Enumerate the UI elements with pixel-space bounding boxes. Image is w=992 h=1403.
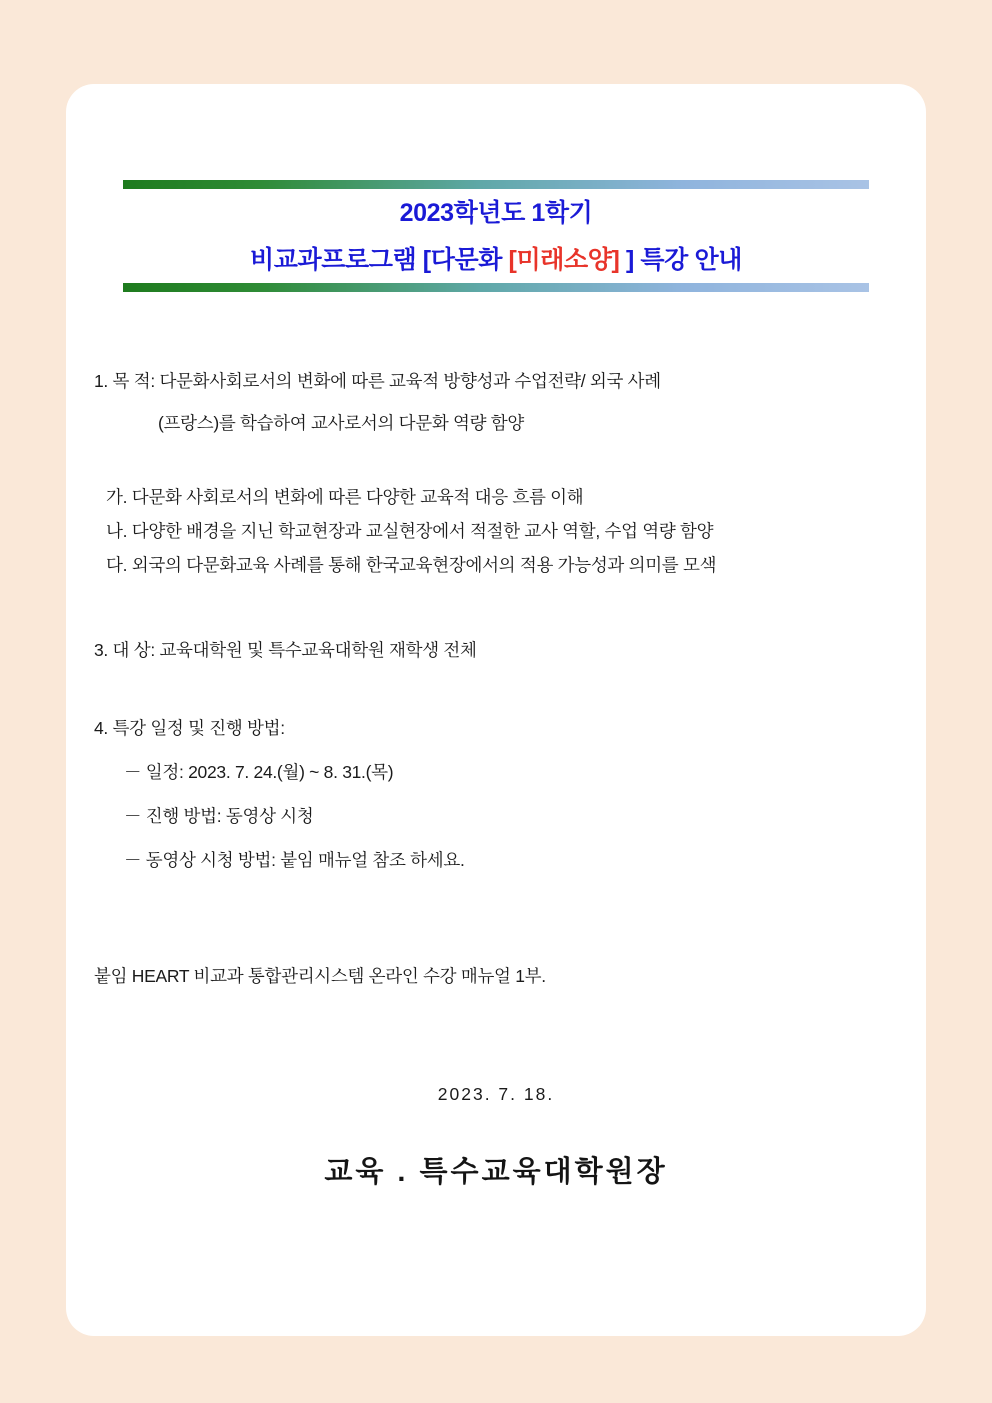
document-inner (66, 84, 926, 1336)
title-line-2 (123, 236, 869, 283)
schedule-heading: 4. 특강 일정 및 진행 방법: (94, 718, 285, 738)
title-block (123, 180, 869, 292)
title-line-2-post: ] 특강 안내 (619, 246, 742, 274)
schedule-viewing-line: － 동영상 시청 방법: 붙임 매뉴얼 참조 하세요. (124, 850, 465, 870)
objective-item-b: 나. 다양한 배경을 지닌 학교현장과 교실현장에서 적절한 교사 역할, 수업 역량 함양 (106, 521, 714, 541)
title-line-2-highlight: [미래소양] (508, 246, 620, 274)
target-line: 3. 대 상: 교육대학원 및 특수교육대학원 재학생 전체 (94, 640, 477, 660)
title-top-bar (123, 180, 869, 189)
objective-item-a: 가. 다문화 사회로서의 변화에 따른 다양한 교육적 대응 흐름 이해 (106, 487, 584, 507)
purpose-line-2: (프랑스)를 학습하여 교사로서의 다문화 역량 함양 (158, 413, 524, 433)
title-bottom-bar (123, 283, 869, 292)
title-line-2-pre: 비교과프로그램 [다문화 (250, 246, 509, 274)
title-line-1: 2023학년도 1학기 (399, 199, 593, 227)
objective-item-c: 다. 외국의 다문화교육 사례를 통해 한국교육현장에서의 적용 가능성과 의미를 모색 (106, 555, 717, 575)
schedule-method-line: － 진행 방법: 동영상 시청 (124, 806, 314, 826)
purpose-line-1: 1. 목 적: 다문화사회로서의 변화에 따른 교육적 방향성과 수업전략/ 외국 사례 (94, 371, 661, 391)
schedule-date-line: － 일정: 2023. 7. 24.(월) ~ 8. 31.(목) (124, 762, 394, 782)
attachment-line: 붙임 HEART 비교과 통합관리시스템 온라인 수강 매뉴얼 1부. (94, 966, 546, 986)
document-date: 2023. 7. 18. (437, 1084, 555, 1104)
document-page (66, 84, 926, 1336)
document-signature: 교육 . 특수교육대학원장 (324, 1156, 668, 1188)
